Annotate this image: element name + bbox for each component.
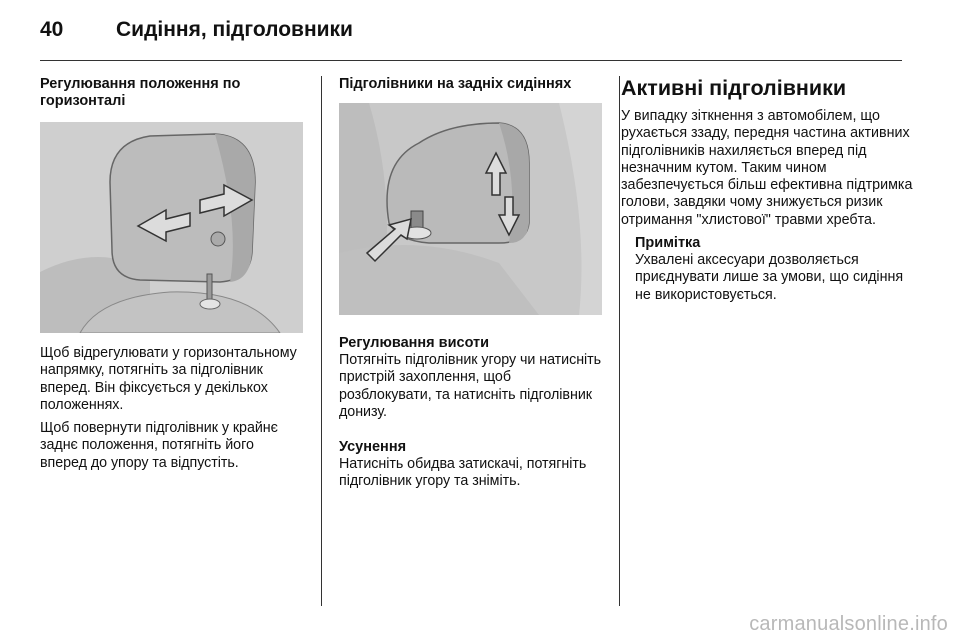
paragraph-removal: Натисніть обидва затискачі, потягніть підголівник угору та зніміть. — [339, 456, 587, 490]
column-rear-text — [339, 335, 603, 491]
figure-front-headrest — [40, 122, 303, 333]
subheading-height-adjust: Регулювання висоти — [339, 335, 490, 351]
note-text: Ухвалені аксесуари дозволяється приєднувати лише за умови, що сидіння не використовується. — [635, 252, 904, 303]
paragraph-height-adjust: Потягніть підголівник угору чи натисніть пристрій захоплення, щоб розблокувати, та натисніть підголівник донизу. — [339, 352, 602, 420]
section-heading-rear: Підголівники на задніх сидіннях — [339, 76, 572, 92]
column-divider-left — [321, 76, 322, 606]
page-number: 40 — [40, 18, 64, 41]
column-horizontal-adjustment — [40, 76, 304, 110]
paragraph-horizontal-reset: Щоб повернути підголівник у крайнє заднє положення, потягніть його вперед до упору та відпустіть. — [40, 420, 278, 471]
column-active-headrests — [621, 76, 911, 304]
paragraph-active-headrests: У випадку зіткнення з автомобілем, що рухається ззаду, передня частина активних підголівників нахиляється вперед під незначним кутом. Таким чином забезпечується більш ефективна підтримка голови, завдяки чому знижується ризик отримання "хлистової" травми хребта. — [621, 108, 913, 228]
paragraph-horizontal-adjust: Щоб відрегулювати у горизонтальному напрямку, потягніть за підголівник вперед. Він фіксується у декількох положеннях. — [40, 345, 297, 413]
note-block — [621, 235, 911, 304]
section-heading-active: Активні підголівники — [621, 76, 847, 100]
column-rear-headrests — [339, 76, 603, 93]
figure-rear-headrest — [339, 103, 602, 315]
section-heading-horizontal: Регулювання положення по горизонталі — [40, 76, 241, 109]
column-horizontal-text — [40, 345, 304, 472]
note-title: Примітка — [635, 235, 701, 252]
page-title: Сидіння, підголовники — [116, 18, 353, 41]
watermark: carmanualsonline.info — [749, 613, 948, 635]
column-divider-right — [619, 76, 620, 606]
header-rule — [40, 60, 902, 61]
subheading-removal: Усунення — [339, 439, 407, 456]
